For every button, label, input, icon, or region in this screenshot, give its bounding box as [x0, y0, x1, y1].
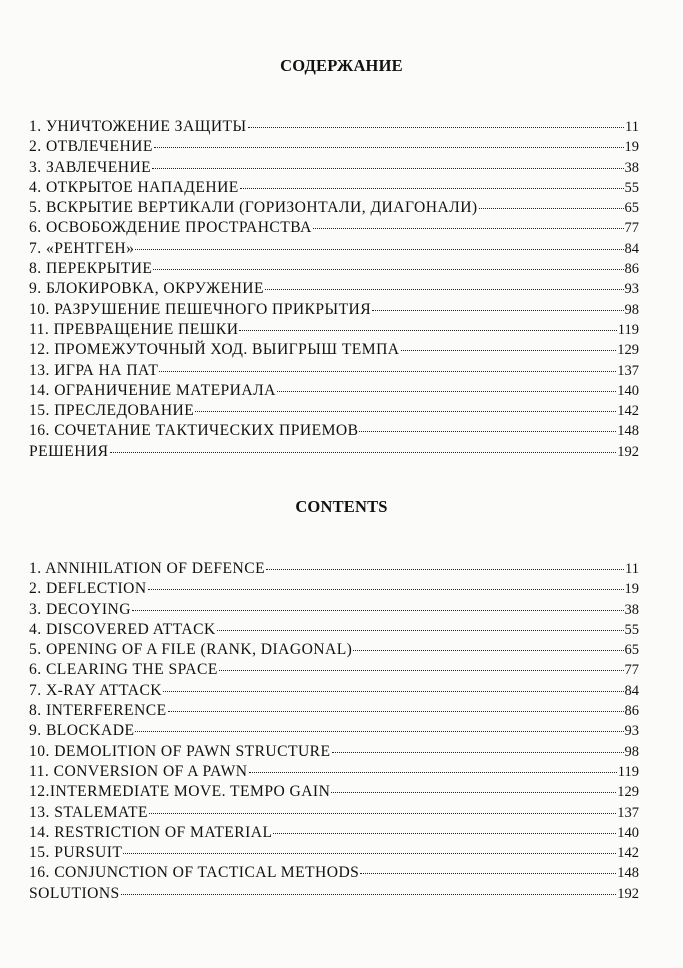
toc-entry-page-number: 140: [617, 824, 639, 841]
dot-leader: [135, 731, 623, 732]
dot-leader: [401, 350, 617, 351]
toc-entry: [29, 421, 639, 441]
toc-entry-title: РЕШЕНИЯ: [29, 442, 109, 460]
toc-entry-page-number: 19: [624, 139, 639, 156]
toc-entry-page-number: 65: [624, 642, 639, 659]
toc-entry-title: 7. X-RAY ATTACK: [29, 681, 163, 699]
toc-entry-page-number: 129: [617, 342, 639, 359]
toc-entry-title: 11. CONVERSION OF A PAWN: [29, 762, 248, 780]
toc-entry-page-number: 142: [617, 845, 639, 862]
dot-leader: [168, 711, 624, 712]
toc-entry-page-number: 148: [617, 423, 639, 440]
toc-entry-title: 12. ПРОМЕЖУТОЧНЫЙ ХОД. ВЫИГРЫШ ТЕМПА: [29, 341, 400, 359]
toc-entry: [29, 742, 639, 762]
toc-entry-title: 2. DEFLECTION: [29, 580, 147, 598]
toc-entry-title: 15. PURSUIT: [29, 844, 123, 862]
dot-leader: [265, 289, 624, 290]
toc-entry-title: 3. ЗАВЛЕЧЕНИЕ: [29, 158, 152, 176]
toc-entry-page-number: 137: [617, 362, 639, 379]
toc-entry-page-number: 93: [624, 723, 639, 740]
toc-entry-title: 15. ПРЕСЛЕДОВАНИЕ: [29, 402, 195, 420]
toc-entry-page-number: 119: [617, 763, 639, 780]
dot-leader: [153, 269, 623, 270]
dot-leader: [149, 813, 616, 814]
toc-entry-page-number: 86: [624, 703, 639, 720]
dot-leader: [372, 310, 623, 311]
toc-entry-page-number: 148: [617, 865, 639, 882]
toc-entry-title: 6. CLEARING THE SPACE: [29, 661, 218, 679]
toc-entry-title: 3. DECOYING: [29, 600, 131, 618]
toc-entry-page-number: 11: [625, 561, 639, 577]
toc-entry-title: 4. DISCOVERED ATTACK: [29, 620, 216, 638]
dot-leader: [217, 630, 624, 631]
toc-entry-page-number: 86: [624, 261, 639, 278]
toc-entry-title: 2. ОТВЛЕЧЕНИЕ: [29, 138, 153, 156]
toc-entry: [29, 559, 639, 579]
toc-entry-title: 14. ОГРАНИЧЕНИЕ МАТЕРИАЛА: [29, 381, 276, 399]
toc-entry-page-number: 38: [624, 601, 639, 618]
toc-entry-title: 12.INTERMEDIATE MOVE. TEMPO GAIN: [29, 783, 331, 801]
toc-entry-page-number: 192: [617, 443, 639, 460]
toc-entry-page-number: 38: [624, 159, 639, 176]
toc-entry: [29, 762, 639, 782]
toc-entry-title: 13. ИГРА НА ПАТ: [29, 361, 159, 379]
toc-entry-title: 11. ПРЕВРАЩЕНИЕ ПЕШКИ: [29, 320, 239, 338]
toc-entry-page-number: 129: [617, 784, 639, 801]
toc-entry-page-number: 98: [624, 743, 639, 760]
russian-contents-title: СОДЕРЖАНИЕ: [280, 56, 403, 75]
toc-entry-page-number: 84: [624, 240, 639, 257]
toc-entry: [29, 401, 639, 421]
toc-entry-page-number: 119: [617, 321, 639, 338]
toc-entry: [29, 137, 639, 157]
toc-entry: [29, 320, 639, 340]
dot-leader: [266, 569, 624, 570]
dot-leader: [360, 873, 616, 874]
toc-entry: [29, 782, 639, 802]
toc-entry: [29, 823, 639, 843]
dot-leader: [359, 431, 616, 432]
toc-entry-page-number: 142: [617, 403, 639, 420]
toc-entry-title: 14. RESTRICTION OF MATERIAL: [29, 823, 273, 841]
toc-entry: [29, 640, 639, 660]
toc-entry-page-number: 77: [624, 662, 639, 679]
dot-leader: [132, 610, 624, 611]
toc-entry: [29, 178, 639, 198]
dot-leader: [110, 452, 617, 453]
toc-entry-page-number: 192: [617, 885, 639, 902]
toc-entry-page-number: 140: [617, 382, 639, 399]
dot-leader: [273, 833, 616, 834]
toc-entry-title: 10. РАЗРУШЕНИЕ ПЕШЕЧНОГО ПРИКРЫТИЯ: [29, 300, 372, 318]
dot-leader: [313, 228, 624, 229]
toc-entry: [29, 361, 639, 381]
toc-entry: [29, 579, 639, 599]
toc-entry: [29, 600, 639, 620]
toc-entry-page-number: 137: [617, 804, 639, 821]
dot-leader: [479, 208, 624, 209]
toc-entry-page-number: 98: [624, 301, 639, 318]
toc-entry: [29, 279, 639, 299]
toc-entry-title: 1. УНИЧТОЖЕНИЕ ЗАЩИТЫ: [29, 118, 247, 135]
toc-entry-title: 9. БЛОКИРОВКА, ОКРУЖЕНИЕ: [29, 280, 264, 298]
toc-entry-page-number: 65: [624, 200, 639, 217]
toc-entry: [29, 843, 639, 863]
toc-entry: [29, 660, 639, 680]
russian-table-of-contents: [29, 117, 639, 462]
toc-entry-page-number: 93: [624, 281, 639, 298]
toc-entry: [29, 117, 639, 137]
toc-entry-title: 13. STALEMATE: [29, 803, 148, 821]
toc-entry: [29, 381, 639, 401]
english-table-of-contents: [29, 559, 639, 904]
dot-leader: [353, 650, 623, 651]
toc-entry-title: 16. СОЧЕТАНИЕ ТАКТИЧЕСКИХ ПРИЕМОВ: [29, 422, 359, 440]
toc-entry: [29, 259, 639, 279]
toc-entry-page-number: 84: [624, 682, 639, 699]
toc-entry-title: 8. INTERFERENCE: [29, 702, 167, 720]
dot-leader: [240, 188, 624, 189]
dot-leader: [248, 127, 624, 128]
toc-entry-page-number: 55: [624, 179, 639, 196]
toc-entry-title: 6. ОСВОБОЖДЕНИЕ ПРОСТРАНСТВА: [29, 219, 312, 237]
dot-leader: [239, 330, 616, 331]
toc-entry-page-number: 19: [624, 581, 639, 598]
toc-entry-title: 9. BLOCKADE: [29, 722, 135, 740]
toc-entry: [29, 701, 639, 721]
toc-entry: [29, 442, 639, 462]
toc-entry-title: 4. ОТКРЫТОЕ НАПАДЕНИЕ: [29, 178, 239, 196]
toc-entry: [29, 803, 639, 823]
dot-leader: [277, 391, 616, 392]
dot-leader: [152, 168, 623, 169]
dot-leader: [154, 147, 624, 148]
toc-entry: [29, 884, 639, 904]
toc-entry-title: 1. ANNIHILATION OF DEFENCE: [29, 560, 266, 577]
english-contents-title: CONTENTS: [295, 497, 388, 516]
toc-entry: [29, 198, 639, 218]
toc-entry: [29, 218, 639, 238]
toc-entry-title: 5. ВСКРЫТИЕ ВЕРТИКАЛИ (ГОРИЗОНТАЛИ, ДИАГОНАЛИ): [29, 199, 478, 217]
toc-entry-title: 16. CONJUNCTION OF TACTICAL METHODS: [29, 864, 360, 882]
toc-entry: [29, 863, 639, 883]
toc-entry: [29, 721, 639, 741]
dot-leader: [163, 691, 623, 692]
toc-entry: [29, 300, 639, 320]
toc-entry-page-number: 55: [624, 621, 639, 638]
toc-entry: [29, 239, 639, 259]
toc-entry: [29, 681, 639, 701]
toc-entry-title: 10. DEMOLITION OF PAWN STRUCTURE: [29, 742, 331, 760]
dot-leader: [135, 249, 623, 250]
dot-leader: [195, 411, 616, 412]
toc-entry: [29, 158, 639, 178]
toc-entry-title: 8. ПЕРЕКРЫТИЕ: [29, 260, 153, 278]
toc-entry-title: 7. «РЕНТГЕН»: [29, 239, 135, 257]
dot-leader: [123, 853, 616, 854]
dot-leader: [219, 670, 624, 671]
toc-entry: [29, 340, 639, 360]
dot-leader: [332, 752, 624, 753]
dot-leader: [249, 772, 617, 773]
toc-entry-title: 5. OPENING OF A FILE (RANK, DIAGONAL): [29, 641, 353, 659]
toc-entry-page-number: 11: [625, 119, 639, 135]
toc-entry-title: SOLUTIONS: [29, 884, 120, 902]
dot-leader: [148, 589, 624, 590]
toc-entry-page-number: 77: [624, 220, 639, 237]
dot-leader: [159, 371, 616, 372]
dot-leader: [121, 894, 617, 895]
dot-leader: [331, 792, 616, 793]
toc-entry: [29, 620, 639, 640]
